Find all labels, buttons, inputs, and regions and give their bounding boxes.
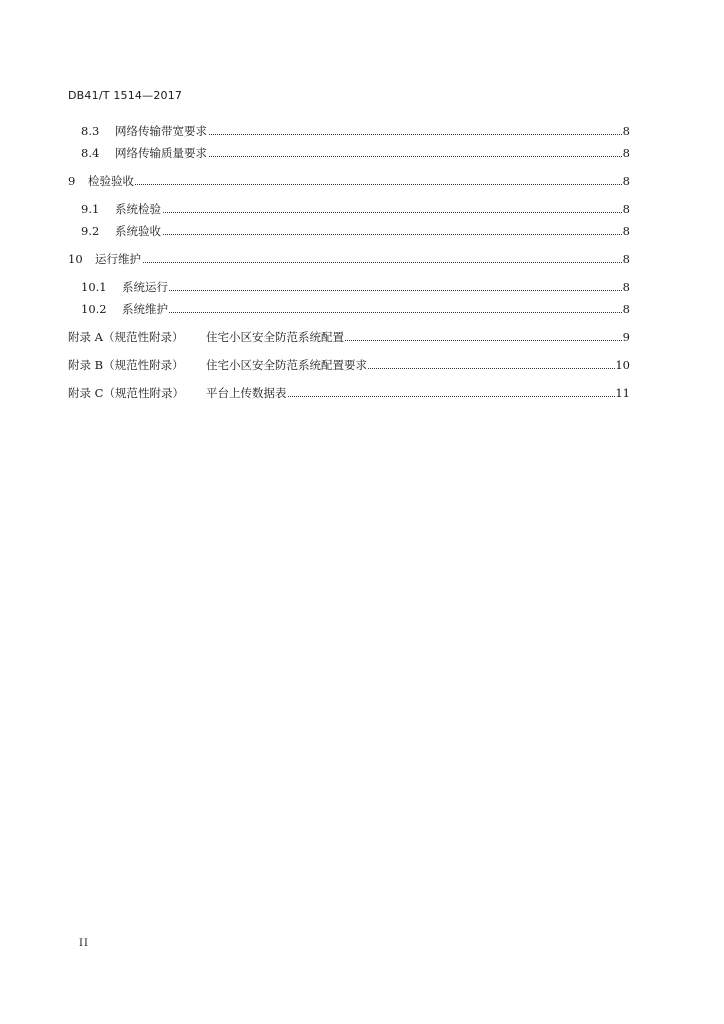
toc-dot-leader xyxy=(122,275,628,291)
toc-entry-title: 运行维护 xyxy=(95,252,141,266)
toc-entry-appendix-b[interactable] xyxy=(0,357,724,373)
toc-entry-page: 8 xyxy=(622,146,630,160)
document-number-header: DB41/T 1514—2017 xyxy=(68,89,183,102)
toc-entry-10-1[interactable] xyxy=(0,279,724,295)
toc-entry-number: 附录 C（规范性附录） xyxy=(68,386,184,400)
toc-entry-number: 10.2 xyxy=(81,302,107,316)
toc-entry-number: 8.4 xyxy=(81,146,100,160)
toc-entry-number: 9 xyxy=(68,174,76,188)
toc-entry-10-2[interactable] xyxy=(0,301,724,317)
toc-entry-title: 网络传输带宽要求 xyxy=(115,124,207,138)
toc-entry-title: 网络传输质量要求 xyxy=(115,146,207,160)
toc-entry-title: 住宅小区安全防范系统配置要求 xyxy=(206,358,367,372)
toc-entry-number: 8.3 xyxy=(81,124,100,138)
toc-entry-page: 8 xyxy=(622,174,630,188)
toc-entry-title: 系统运行 xyxy=(122,280,168,294)
toc-entry-8-3[interactable] xyxy=(0,123,724,139)
toc-entry-title: 系统维护 xyxy=(122,302,168,316)
toc-entry-9-1[interactable] xyxy=(0,201,724,217)
toc-dot-leader xyxy=(115,219,628,235)
toc-entry-page: 11 xyxy=(615,386,630,400)
toc-entry-page: 8 xyxy=(622,124,630,138)
toc-entry-appendix-c[interactable] xyxy=(0,385,724,401)
toc-entry-page: 8 xyxy=(622,302,630,316)
toc-entry-9[interactable] xyxy=(0,173,724,189)
toc-entry-title: 住宅小区安全防范系统配置 xyxy=(206,330,344,344)
toc-entry-title: 系统检验 xyxy=(115,202,161,216)
toc-entry-number: 10.1 xyxy=(81,280,107,294)
toc-entry-number: 9.2 xyxy=(81,224,100,238)
toc-entry-number: 9.1 xyxy=(81,202,100,216)
toc-entry-number: 附录 A（规范性附录） xyxy=(68,330,184,344)
toc-entry-title: 检验验收 xyxy=(88,174,134,188)
toc-entry-9-2[interactable] xyxy=(0,223,724,239)
toc-entry-number: 10 xyxy=(68,252,83,266)
toc-dot-leader xyxy=(88,169,628,185)
toc-entry-8-4[interactable] xyxy=(0,145,724,161)
toc-entry-appendix-a[interactable] xyxy=(0,329,724,345)
toc-entry-page: 10 xyxy=(615,358,630,372)
toc-entry-title: 平台上传数据表 xyxy=(206,386,287,400)
toc-entry-page: 8 xyxy=(622,224,630,238)
page-number-roman: II xyxy=(79,938,89,949)
toc-entry-title: 系统验收 xyxy=(115,224,161,238)
toc-dot-leader xyxy=(122,297,628,313)
toc-entry-page: 9 xyxy=(622,330,630,344)
toc-entry-page: 8 xyxy=(622,202,630,216)
toc-entry-number: 附录 B（规范性附录） xyxy=(68,358,184,372)
toc-dot-leader xyxy=(115,197,628,213)
toc-entry-10[interactable] xyxy=(0,251,724,267)
toc-entry-page: 8 xyxy=(622,280,630,294)
toc-dot-leader xyxy=(95,247,628,263)
toc-entry-page: 8 xyxy=(622,252,630,266)
